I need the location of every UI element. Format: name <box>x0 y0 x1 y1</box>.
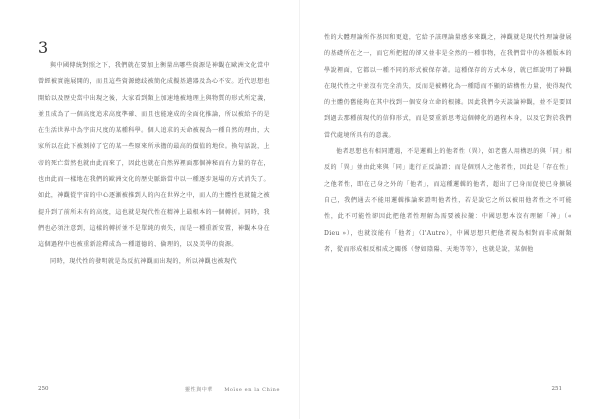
right-page-body <box>324 30 572 258</box>
paragraph: 同時，現代性的發明就是為反抗神觀而出現的，所以神觀也被現代 <box>50 257 237 265</box>
page-number: 250 <box>38 386 49 392</box>
paragraph: 他者思想也有相同遭遇，不是邏輯上的他者性（異），如老舊人用構思的與「同」相反的「異」並由此來與「同」進行正反論證；而是個別人之他者性，因此是「存在性」之他者性，即在己身之外的「他者」，而這種邏輯的他者，超出了已身而促使已身擴展自己，我們通去不能用邏輯推論來證明他者性，若是說它之所以被用他者性之不可能性，此不可能性卻因此把他者性理解為需要被拉攏：中國思想本沒有理解「神」（« Dieu »），也就沒能有「他者」（l'Autre），中國思想只把他者視為相對而非成爾類者，從而形成相反相成之關係（譬如陰陽、天地等等），也就是說，某個他 <box>324 148 572 253</box>
right-page <box>300 0 600 419</box>
chapter-number: 3 <box>38 38 50 57</box>
page-number: 251 <box>551 386 562 392</box>
paragraph: 性的大體理論所作基因和更進，它給予該理論量感多來觀之，神觀就是現代性理論發展的基礎所在之一，而它所把握的卻又並非是全然的一種事物，在我們當中的各種版本的學說裡面，它都以一種不同的形式被保存著。這種保存的方式本身，就已經說明了神觀在現代性之中並沒有完全消失，反而是被轉化為一種隱而不顯的結構性力量，使得現代的主體仍舊能夠在其中找到一個安身立命的根據。因此我們今天談論神觀，並不是要回到過去那種前現代的信仰形式，而是要重新思考這個轉化的過程本身，以及它對於我們當代處境所具有的意義。 <box>324 34 572 139</box>
left-page-body <box>38 58 270 270</box>
running-head: 靈性與中華 Moïse en la Chine <box>185 387 281 393</box>
paragraph: 與中國傳統對照之下，我們就在要加上衡量出哪些資源是神觀在歐洲文化當中曾經被實施展開的，而且這些資源總歧被簡化成擬基邁器及為心不安。近代思想也開始以及歷史當中出現之後，大家看到類上加速地被地理上與物質的形式所定義，並且成為了一個高度追求高度準確、而且也能達成的全面化推論，所以被給予的是在生活世界中為宇宙尺度的某種科學。個人追求的天命被視為一種自然的理由，大家所以在此下被剝掉了它的某一些原來所承擔的最高的價值的地位。換句話說，上帝的死亡當然也就由此而來了，因此也就在自然界裡面那個神秘而有力量的存在，也由此而一樣地在我們的歐洲文化的歷史脈絡當中以一種逐步退場的方式消失了。如此，神觀從宇宙的中心逐漸被推到人的內在世界之中，而人的主體性也就隨之被提升到了前所未有的高度，這也就是現代性在精神上最根本的一個轉折。同時，我們也必須注意到，這樣的轉折並不是單純的喪失，而是一種重新安置，神觀本身在這個過程中也被重新詮釋成為一種道德的、倫理的，以及美學的資源。 <box>38 62 270 249</box>
